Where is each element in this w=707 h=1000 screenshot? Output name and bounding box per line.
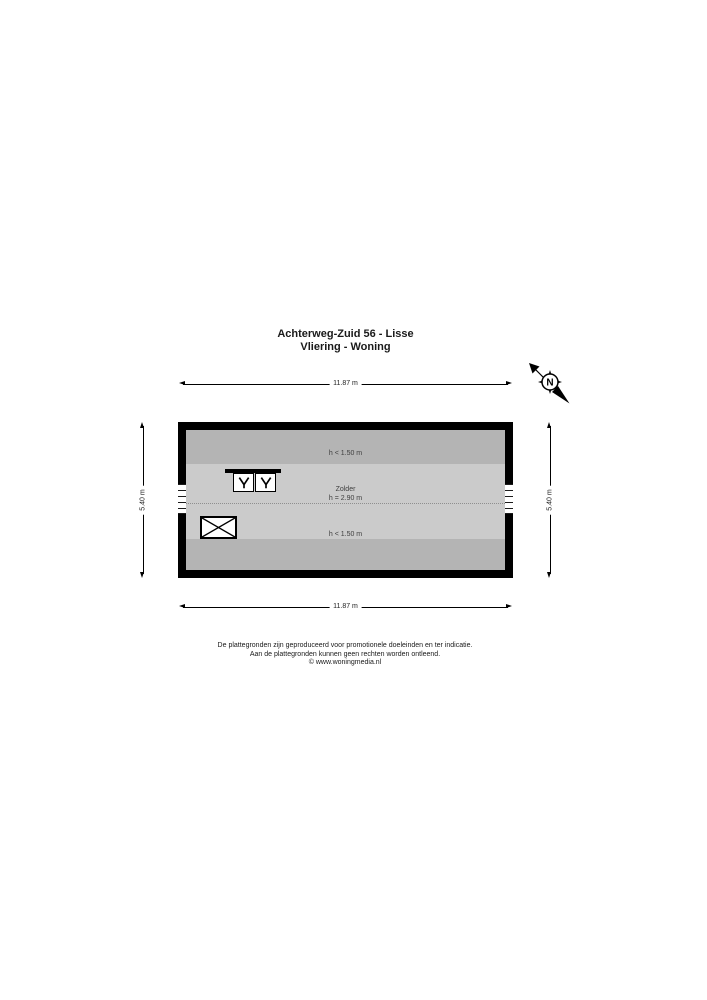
zone-top-label: h < 1.50 m — [328, 450, 363, 457]
disclaimer — [95, 642, 595, 668]
dimension-bottom — [179, 603, 512, 611]
title-floor: Vliering - Woning — [300, 341, 391, 353]
compass-label: N — [546, 377, 554, 389]
dimension-top — [179, 380, 512, 388]
low-height-zone-bottom — [186, 539, 505, 570]
disclaimer-line-3: © www.woningmedia.nl — [308, 659, 382, 666]
title-address: Achterweg-Zuid 56 - Lisse — [277, 328, 414, 340]
window-symbol-right — [505, 484, 513, 514]
arrow-right-icon — [506, 381, 512, 385]
page-title — [178, 328, 513, 354]
dimension-left — [139, 422, 147, 578]
compass-north-icon — [527, 361, 573, 407]
dimension-right-label: 5.40 m — [546, 485, 555, 514]
window-symbol-left — [178, 484, 186, 514]
dimension-left-label: 5.40 m — [139, 485, 148, 514]
arrow-right-icon — [506, 604, 512, 608]
room-height-label: h = 2.90 m — [328, 495, 363, 502]
loft-hatch-icon — [200, 516, 237, 539]
zone-bottom-label: h < 1.50 m — [328, 531, 363, 538]
disclaimer-line-2: Aan de plattegronden kunnen geen rechten worden ontleend. — [249, 650, 441, 658]
dimension-top-label: 11.87 m — [329, 379, 362, 388]
room-label: Zolder — [335, 486, 356, 493]
low-height-zone-top — [186, 430, 505, 464]
arrow-down-icon — [547, 572, 551, 578]
washer-symbol-icon — [255, 473, 276, 492]
dimension-bottom-label: 11.87 m — [329, 602, 362, 611]
floorplan — [178, 422, 513, 578]
height-boundary-line — [186, 503, 505, 504]
disclaimer-line-1: De plattegronden zijn geproduceerd voor promotionele doeleinden en ter indicatie. — [217, 642, 473, 649]
arrow-down-icon — [140, 572, 144, 578]
washer-symbol-icon — [233, 473, 254, 492]
dimension-right — [546, 422, 554, 578]
